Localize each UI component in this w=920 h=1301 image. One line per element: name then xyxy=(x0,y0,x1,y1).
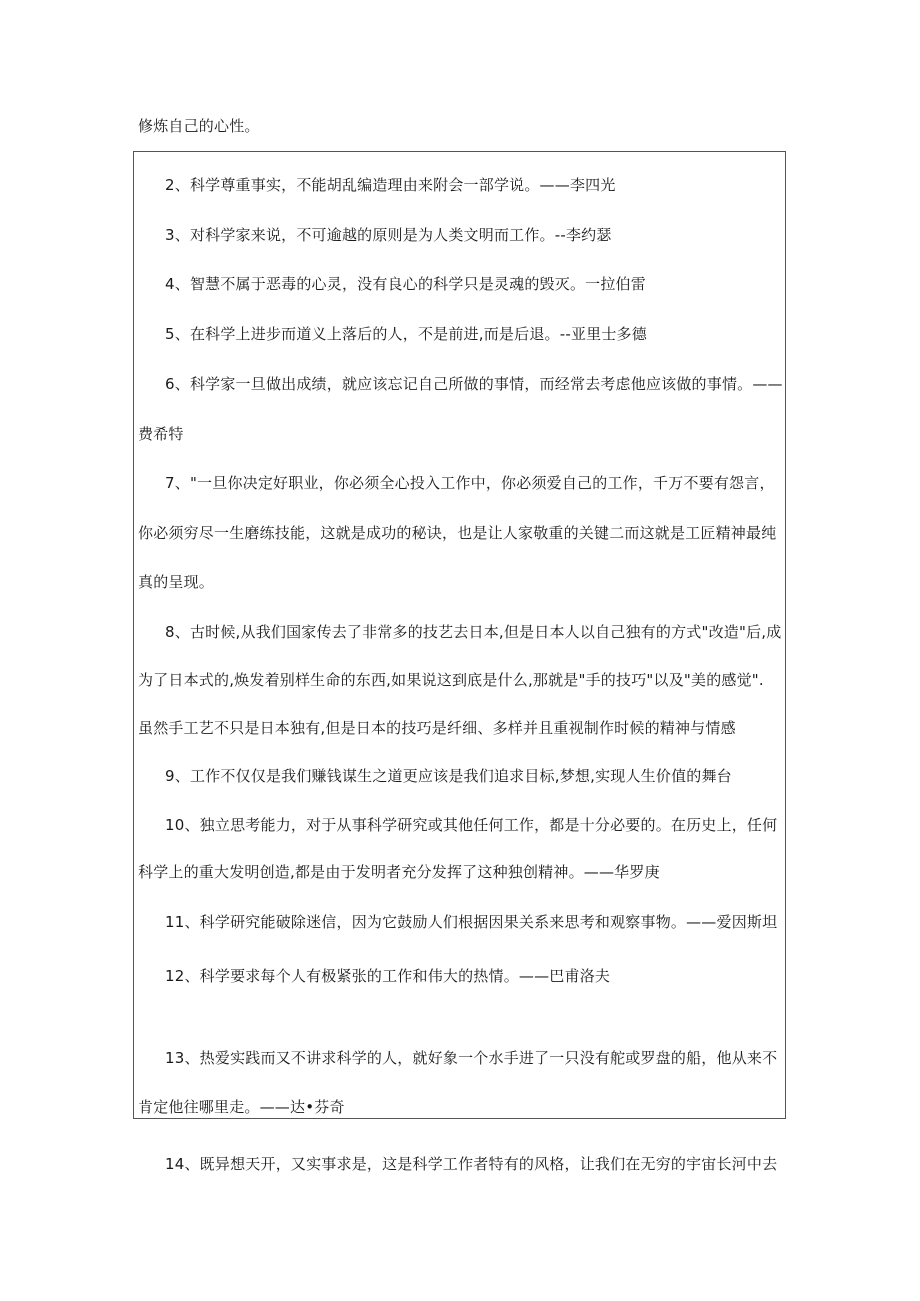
quote-8-line-2: 为了日本式的,焕发着别样生命的东西,如果说这到底是什么,那就是"手的技巧"以及"美的感觉". xyxy=(138,671,764,689)
quote-5-line-1: 5、在科学上进步而道义上落后的人，不是前进,而是后退。--亚里士多德 xyxy=(165,325,647,343)
quote-13-line-1: 13、热爱实践而又不讲求科学的人，就好象一个水手进了一只没有舵或罗盘的船，他从来不 xyxy=(165,1049,778,1067)
quote-6-line-2: 费希特 xyxy=(138,425,184,443)
quote-7-line-3: 真的呈现。 xyxy=(138,573,215,591)
quote-7-line-1: 7、"一旦你决定好职业，你必须全心投入工作中，你必须爱自己的工作，千万不要有怨言， xyxy=(165,474,775,492)
quote-12-line-1: 12、科学要求每个人有极紧张的工作和伟大的热情。——巴甫洛夫 xyxy=(165,967,611,985)
quote-8-line-3: 虽然手工艺不只是日本独有,但是日本的技巧是纤细、多样并且重视制作时候的精神与情感 xyxy=(138,719,736,737)
quote-3-line-1: 3、对科学家来说，不可逾越的原则是为人类文明而工作。--李约瑟 xyxy=(165,226,612,244)
quote-8-line-1: 8、古时候,从我们国家传去了非常多的技艺去日本,但是日本人以自己独有的方式"改造"后,成 xyxy=(165,623,782,641)
quote-10-line-2: 科学上的重大发明创造,都是由于发明者充分发挥了这种独创精神。——华罗庚 xyxy=(138,863,660,881)
quote-7-line-2: 你必须穷尽一生磨练技能，这就是成功的秘诀，也是让人家敬重的关键二而这就是工匠精神最纯 xyxy=(138,524,777,542)
quote-14-line-1: 14、既异想天开，又实事求是，这是科学工作者特有的风格，让我们在无穷的宇宙长河中去 xyxy=(165,1155,778,1173)
quote-6-line-1: 6、科学家一旦做出成绩，就应该忘记自己所做的事情，而经常去考虑他应该做的事情。—— xyxy=(165,375,783,393)
quote-2-line-1: 2、科学尊重事实，不能胡乱编造理由来附会一部学说。——李四光 xyxy=(165,176,616,194)
quote-11-line-1: 11、科学研究能破除迷信，因为它鼓励人们根据因果关系来思考和观察事物。——爱因斯坦 xyxy=(165,913,778,931)
quote-13-line-2: 肯定他往哪里走。——达•芬奇 xyxy=(138,1098,345,1116)
quote-9-line-1: 9、工作不仅仅是我们赚钱谋生之道更应该是我们追求目标,梦想,实现人生价值的舞台 xyxy=(165,767,732,785)
quote-4-line-1: 4、智慧不属于恶毒的心灵，没有良心的科学只是灵魂的毁灭。一拉伯雷 xyxy=(165,275,646,293)
intro-tail-text: 修炼自己的心性。 xyxy=(138,117,260,135)
quote-10-line-1: 10、独立思考能力，对于从事科学研究或其他任何工作，都是十分必要的。在历史上，任何 xyxy=(165,816,778,834)
